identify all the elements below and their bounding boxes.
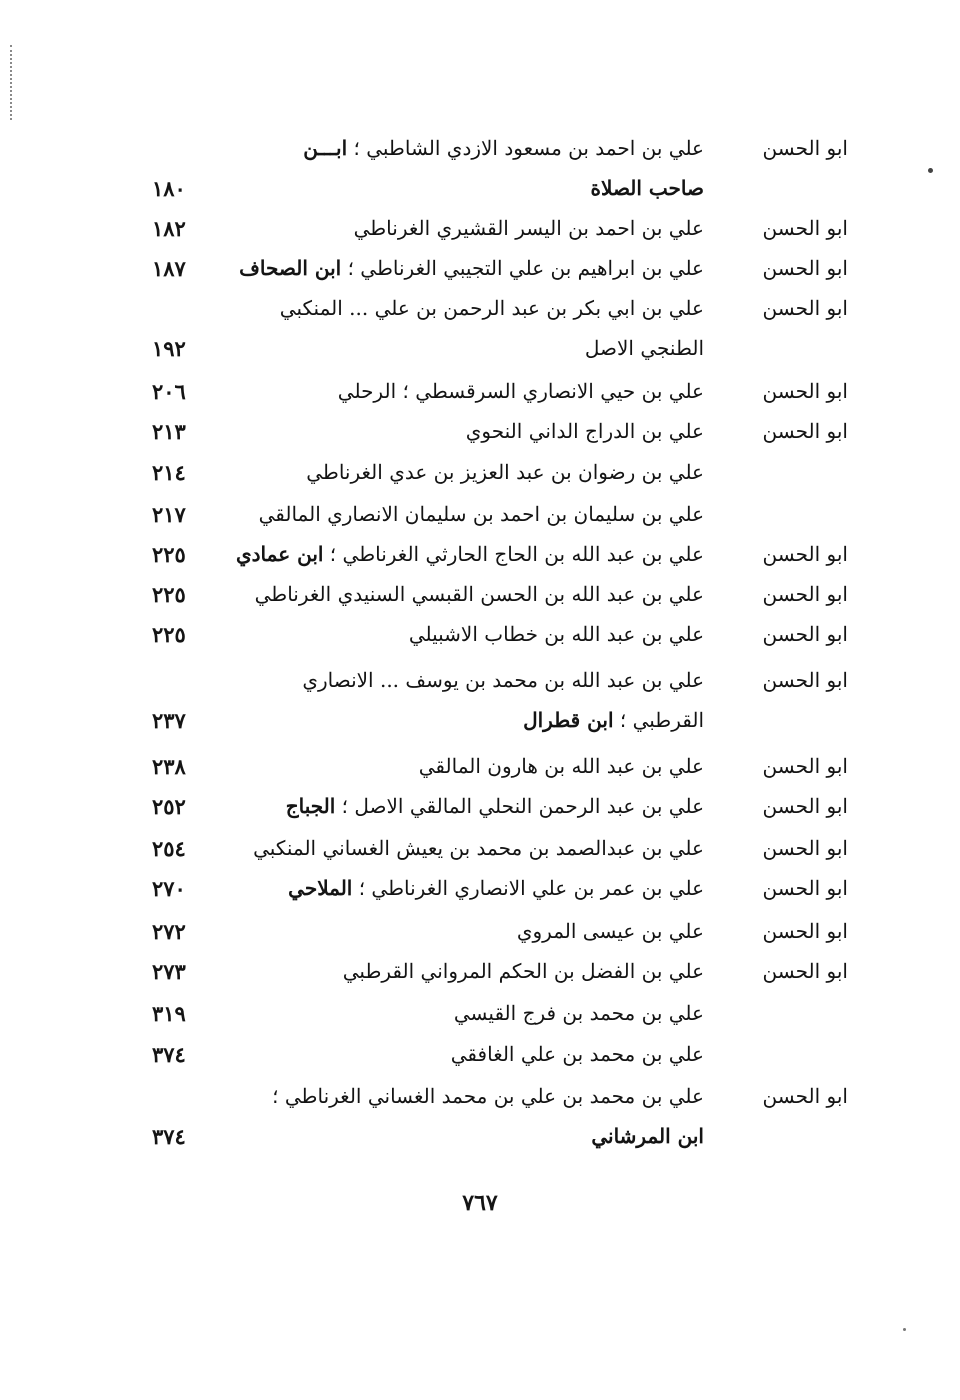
entry-laqab: ابن المرشاني — [591, 1124, 704, 1148]
page-number: ٢٣٧ — [152, 708, 186, 733]
entry-name — [255, 582, 704, 606]
entry-name — [286, 794, 704, 818]
entry-name — [454, 1001, 704, 1025]
index-line — [0, 578, 960, 618]
kunya: ابو الحسن — [762, 256, 848, 280]
entry-name — [419, 754, 704, 778]
entry-name — [272, 1084, 704, 1108]
index-line — [0, 456, 960, 496]
page-number: ٢١٤ — [152, 460, 186, 485]
entry-name-text: علي بن عيسى المروي — [516, 919, 704, 943]
kunya: ابو الحسن — [762, 919, 848, 943]
page-number: ١٨٢ — [152, 216, 186, 241]
page-number: ٢١٣ — [152, 419, 186, 444]
kunya: ابو الحسن — [762, 836, 848, 860]
entry-name — [253, 836, 704, 860]
index-line — [0, 498, 960, 538]
index-line — [0, 375, 960, 415]
entry-name — [343, 959, 704, 983]
kunya: ابو الحسن — [762, 959, 848, 983]
entry-name-text: علي بن سليمان بن احمد بن سليمان الانصاري المالقي — [258, 502, 704, 526]
entry-name-text: علي بن عبد الله بن الحسن القبسي السنيدي الغرناطي — [254, 582, 704, 606]
kunya: ابو الحسن — [762, 754, 848, 778]
index-line — [0, 1038, 960, 1078]
kunya: ابو الحسن — [762, 794, 848, 818]
index-line — [0, 172, 960, 212]
page-number: ٢٢٥ — [152, 582, 186, 607]
ink-dot — [903, 1328, 906, 1331]
index-line — [0, 790, 960, 830]
entry-name-text: القرطبي ؛ — [613, 708, 704, 732]
index-line — [0, 132, 960, 172]
index-line — [0, 664, 960, 704]
entry-name — [451, 1042, 704, 1066]
entry-laqab: صاحب الصلاة — [590, 176, 704, 200]
entry-name — [409, 622, 704, 646]
entry-laqab: ابـــن — [303, 136, 348, 160]
index-line — [0, 832, 960, 872]
page-number: ١٩٢ — [152, 336, 186, 361]
index-line — [0, 915, 960, 955]
page-number: ٢٠٦ — [152, 379, 186, 404]
page-number: ٢٧٣ — [152, 959, 186, 984]
entry-name — [280, 296, 704, 320]
entry-name — [591, 176, 704, 200]
page-number: ١٨٠ — [152, 176, 186, 201]
kunya: ابو الحسن — [762, 668, 848, 692]
entry-name — [288, 876, 704, 900]
kunya: ابو الحسن — [762, 542, 848, 566]
entry-name — [306, 460, 704, 484]
entry-name-text: علي بن عبد الله بن خطاب الاشبيلي — [408, 622, 704, 646]
entry-name — [591, 1124, 704, 1148]
index-line — [0, 415, 960, 455]
kunya: ابو الحسن — [762, 216, 848, 240]
entry-name-text: علي بن عبد الرحمن النحلي المالقي الاصل ؛ — [335, 794, 704, 818]
entry-name-text: علي بن الفضل بن الحكم المرواني القرطبي — [342, 959, 704, 983]
index-line — [0, 332, 960, 372]
index-line — [0, 704, 960, 744]
page-number: ٣٧٤ — [152, 1124, 186, 1149]
entry-name — [523, 708, 704, 732]
entry-name — [517, 919, 704, 943]
entry-name — [239, 256, 704, 280]
page-number: ٢٧٠ — [152, 876, 186, 901]
entry-laqab: ابن الصحاف — [239, 256, 342, 280]
index-line — [0, 955, 960, 995]
kunya: ابو الحسن — [762, 419, 848, 443]
entry-name — [303, 136, 704, 160]
entry-name-text: علي بن عبد الله بن محمد بن يوسف ... الانصاري — [302, 668, 704, 692]
kunya: ابو الحسن — [762, 379, 848, 403]
index-line — [0, 872, 960, 912]
entry-laqab: ابن عمادي — [235, 542, 324, 566]
index-line — [0, 1080, 960, 1120]
entry-name-text: علي بن عبد الله بن الحاج الحارثي الغرناطي ؛ — [323, 542, 704, 566]
index-line — [0, 1120, 960, 1160]
kunya: ابو الحسن — [762, 876, 848, 900]
entry-name — [354, 216, 704, 240]
entry-name — [585, 336, 704, 360]
kunya: ابو الحسن — [762, 582, 848, 606]
entry-laqab: الجباج — [285, 794, 336, 818]
entry-name-text: علي بن رضوان بن عبد العزيز بن عدي الغرناطي — [306, 460, 704, 484]
page-number: ٢٢٥ — [152, 542, 186, 567]
entry-name-text: علي بن عبدالصمد بن محمد بن يعيش الغساني المنكبي — [253, 836, 704, 860]
entry-name-text: علي بن ابي بكر بن عبد الرحمن بن علي ... المنكبي — [279, 296, 704, 320]
entry-name — [259, 502, 704, 526]
entry-name-text: علي بن ابراهيم بن علي التجيبي الغرناطي ؛ — [341, 256, 704, 280]
entry-name — [302, 668, 704, 692]
entry-name-text: علي بن عمر بن علي الانصاري الغرناطي ؛ — [352, 876, 704, 900]
entry-name — [338, 379, 704, 403]
kunya: ابو الحسن — [762, 1084, 848, 1108]
kunya: ابو الحسن — [762, 622, 848, 646]
kunya: ابو الحسن — [762, 296, 848, 320]
index-line — [0, 292, 960, 332]
entry-name-text: الطنجي الاصل — [584, 336, 704, 360]
kunya: ابو الحسن — [762, 136, 848, 160]
index-line — [0, 618, 960, 658]
entry-name — [466, 419, 704, 443]
entry-name-text: علي بن الدراج الداني النحوي — [465, 419, 704, 443]
index-line — [0, 212, 960, 252]
entry-name-text: علي بن احمد بن اليسر القشيري الغرناطي — [353, 216, 704, 240]
folio-number: ٧٦٧ — [462, 1190, 498, 1216]
page-number: ٢٣٨ — [152, 754, 186, 779]
page-number: ٢١٧ — [152, 502, 186, 527]
entry-name-text: علي بن محمد بن علي بن محمد الغساني الغرناطي ؛ — [272, 1084, 704, 1108]
page-number: ٢٢٥ — [152, 622, 186, 647]
entry-name — [236, 542, 704, 566]
entry-name-text: علي بن محمد بن فرج القيسي — [453, 1001, 704, 1025]
entry-name-text: علي بن عبد الله بن هارون المالقي — [418, 754, 704, 778]
margin-marks — [10, 45, 20, 120]
entry-laqab: الملاحي — [288, 876, 353, 900]
entry-name-text: علي بن محمد بن علي الغافقي — [450, 1042, 704, 1066]
index-line — [0, 997, 960, 1037]
page-number: ٢٥٢ — [152, 794, 186, 819]
index-line — [0, 750, 960, 790]
page-number: ١٨٧ — [152, 256, 186, 281]
index-line — [0, 538, 960, 578]
page-number: ٣٧٤ — [152, 1042, 186, 1067]
index-line — [0, 252, 960, 292]
page-number: ٢٧٢ — [152, 919, 186, 944]
page-number: ٢٥٤ — [152, 836, 186, 861]
entry-name-text: علي بن حيي الانصاري السرقسطي ؛ الرحلي — [337, 379, 704, 403]
entry-laqab: ابن قطرال — [523, 708, 614, 732]
entry-name-text: علي بن احمد بن مسعود الازدي الشاطبي ؛ — [347, 136, 704, 160]
page-number: ٣١٩ — [152, 1001, 186, 1026]
